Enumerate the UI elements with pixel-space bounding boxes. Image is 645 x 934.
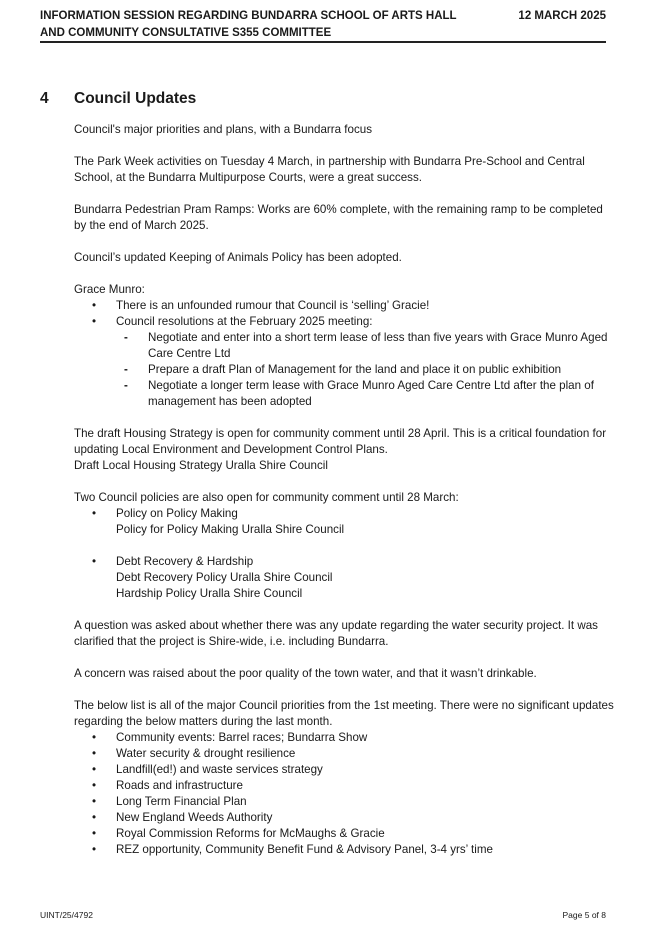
water-question-paragraph: A question was asked about whether there was any update regarding the water security project. It was clarified that the project is Shire-wide, i.e. including Bundarra. [74, 619, 598, 648]
list-item-text: Council resolutions at the February 2025 meeting: [116, 315, 373, 328]
bullet-icon: • [92, 779, 97, 792]
bullet-icon: • [92, 731, 97, 744]
hardship-policy-link[interactable]: Hardship Policy Uralla Shire Council [116, 587, 303, 600]
list-item [74, 826, 614, 842]
section-body [74, 122, 614, 858]
priorities-list [74, 730, 614, 858]
bullet-icon: • [92, 763, 97, 776]
list-item [74, 314, 614, 410]
sub-list-item-text: Negotiate a longer term lease with Grace Munro Aged Care Centre Ltd after the plan of management has been adopted [148, 379, 594, 408]
park-week-paragraph: The Park Week activities on Tuesday 4 March, in partnership with Bundarra Pre-School and Central School, at the Bundarra Multipurpose Courts, were a great success. [74, 155, 585, 184]
list-item [74, 746, 614, 762]
bullet-icon: • [92, 795, 97, 808]
list-item-text: There is an unfounded rumour that Council is ‘selling’ Gracie! [116, 299, 430, 312]
animals-policy-paragraph: Council’s updated Keeping of Animals Policy has been adopted. [74, 251, 402, 264]
list-item [74, 842, 614, 858]
footer-reference: UINT/25/4792 [40, 910, 93, 920]
sub-list-item [116, 378, 614, 410]
bullet-icon: • [92, 827, 97, 840]
dash-icon: - [124, 363, 128, 376]
bullet-icon: • [92, 555, 97, 568]
grace-munro-label: Grace Munro: [74, 283, 145, 296]
list-item-text: Debt Recovery & Hardship [116, 555, 254, 568]
priorities-intro-paragraph: The below list is all of the major Council priorities from the 1st meeting. There were no significant updates regarding the below matters during the last month. [74, 699, 614, 728]
list-item [74, 506, 614, 522]
list-item [74, 554, 614, 570]
list-item-text: Water security & drought resilience [116, 747, 296, 760]
policies-intro-paragraph: Two Council policies are also open for community comment until 28 March: [74, 491, 459, 504]
sub-list-item [116, 330, 614, 362]
debt-recovery-link[interactable]: Debt Recovery Policy Uralla Shire Council [116, 571, 333, 584]
list-item [74, 298, 614, 314]
footer-page-number: Page 5 of 8 [562, 910, 606, 920]
resolutions-list [116, 330, 614, 410]
list-item-text: Community events: Barrel races; Bundarra Show [116, 731, 368, 744]
housing-strategy-paragraph: The draft Housing Strategy is open for community comment until 28 April. This is a critical foundation for updating Local Environment and Development Control Plans. [74, 427, 607, 456]
policies-list [74, 506, 614, 522]
sub-list-item-text: Negotiate and enter into a short term lease of less than five years with Grace Munro Aged Care Centre Ltd [148, 331, 608, 360]
header-date: 12 MARCH 2025 [518, 10, 606, 22]
list-item-text: Royal Commission Reforms for McMaughs & Gracie [116, 827, 385, 840]
water-concern-paragraph: A concern was raised about the poor quality of the town water, and that it wasn’t drinkable. [74, 667, 537, 680]
bullet-icon: • [92, 507, 97, 520]
list-item-text: Policy on Policy Making [116, 507, 238, 520]
section-number: 4 [40, 90, 49, 107]
list-item-text: REZ opportunity, Community Benefit Fund & Advisory Panel, 3-4 yrs’ time [116, 843, 493, 856]
housing-strategy-link[interactable]: Draft Local Housing Strategy Uralla Shire Council [74, 459, 328, 472]
list-item [74, 810, 614, 826]
bullet-icon: • [92, 299, 97, 312]
sub-list-item [116, 362, 614, 378]
grace-munro-list [74, 298, 614, 410]
bullet-icon: • [92, 315, 97, 328]
policies-list-2 [74, 554, 614, 570]
bullet-icon: • [92, 843, 97, 856]
list-item-text: Landfill(ed!) and waste services strategy [116, 763, 323, 776]
bullet-icon: • [92, 747, 97, 760]
page-header [40, 8, 606, 42]
sub-list-item-text: Prepare a draft Plan of Management for the land and place it on public exhibition [148, 363, 562, 376]
header-divider [40, 41, 606, 43]
list-item [74, 778, 614, 794]
list-item-text: Roads and infrastructure [116, 779, 243, 792]
policy-making-link[interactable]: Policy for Policy Making Uralla Shire Council [116, 523, 345, 536]
bullet-icon: • [92, 811, 97, 824]
list-item [74, 794, 614, 810]
header-title: INFORMATION SESSION REGARDING BUNDARRA SCHOOL OF ARTS HALL AND COMMUNITY CONSULTATIVE S355 COMMITTEE [40, 10, 457, 39]
intro-paragraph: Council's major priorities and plans, with a Bundarra focus [74, 123, 372, 136]
list-item-text: Long Term Financial Plan [116, 795, 247, 808]
list-item-text: New England Weeds Authority [116, 811, 273, 824]
section-title: Council Updates [74, 90, 197, 107]
list-item [74, 762, 614, 778]
dash-icon: - [124, 379, 128, 392]
list-item [74, 730, 614, 746]
pram-ramps-paragraph: Bundarra Pedestrian Pram Ramps: Works are 60% complete, with the remaining ramp to be completed by the end of March 2025. [74, 203, 603, 232]
dash-icon: - [124, 331, 128, 344]
